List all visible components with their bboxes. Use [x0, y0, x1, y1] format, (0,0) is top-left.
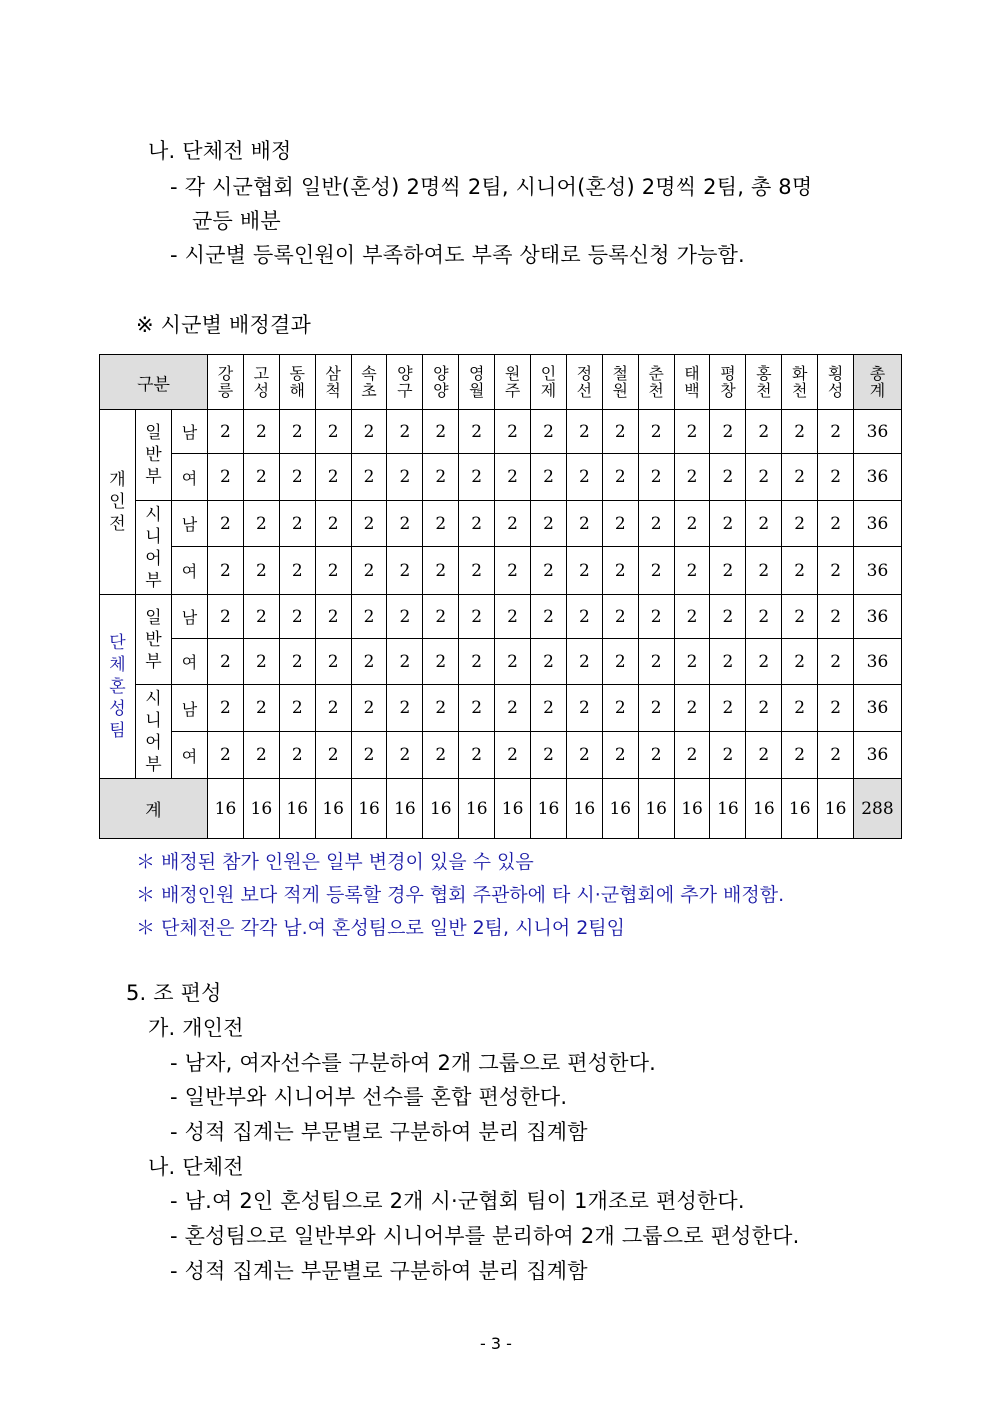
sum-cell: 16 — [746, 779, 782, 839]
city-name: 횡 성 — [827, 364, 844, 400]
value-cell: 2 — [315, 685, 351, 732]
city-name: 화 천 — [791, 364, 808, 400]
section5-ga-item-3: - 성적 집계는 부문별로 구분하여 분리 집계함 — [170, 1120, 588, 1144]
city-header — [495, 355, 531, 410]
value-cell: 2 — [566, 685, 602, 732]
value-cell: 2 — [782, 410, 818, 454]
gender-male: 남 — [172, 410, 208, 454]
sum-cell: 16 — [710, 779, 746, 839]
value-cell: 2 — [710, 595, 746, 639]
group-label: 개인전 — [109, 470, 126, 534]
value-cell: 2 — [315, 639, 351, 685]
value-cell: 2 — [423, 547, 459, 595]
group-team — [100, 595, 136, 779]
division-label: 시니어부 — [145, 688, 162, 775]
city-header — [710, 355, 746, 410]
value-cell: 2 — [782, 501, 818, 547]
value-cell: 2 — [566, 501, 602, 547]
value-cell: 2 — [423, 732, 459, 779]
city-name: 철 원 — [612, 364, 628, 400]
value-cell: 2 — [495, 595, 531, 639]
value-cell: 2 — [710, 547, 746, 595]
value-cell: 2 — [387, 685, 423, 732]
value-cell: 2 — [495, 639, 531, 685]
value-cell: 2 — [818, 410, 854, 454]
value-cell: 2 — [566, 732, 602, 779]
team-allocation-item-1: - 각 시군협회 일반(혼성) 2명씩 2팀, 시니어(혼성) 2명씩 2팀, 총 8명 — [170, 175, 813, 199]
division-general — [136, 410, 172, 501]
sum-cell: 16 — [638, 779, 674, 839]
value-cell: 2 — [459, 454, 495, 501]
value-cell: 2 — [746, 501, 782, 547]
city-name: 양 구 — [397, 364, 413, 400]
value-cell: 2 — [423, 639, 459, 685]
table-row — [100, 501, 902, 547]
value-cell: 2 — [674, 547, 710, 595]
value-cell: 2 — [495, 454, 531, 501]
team-allocation-item-1-cont: 균등 배분 — [192, 209, 281, 233]
value-cell: 2 — [674, 685, 710, 732]
table-row — [100, 732, 902, 779]
city-name: 영 월 — [468, 364, 485, 400]
sum-cell: 16 — [208, 779, 244, 839]
value-cell: 2 — [602, 410, 638, 454]
city-header — [243, 355, 279, 410]
value-cell: 2 — [459, 547, 495, 595]
city-name: 동 해 — [289, 364, 305, 400]
value-cell: 2 — [351, 410, 387, 454]
value-cell: 2 — [351, 732, 387, 779]
city-name: 태 백 — [684, 364, 700, 400]
value-cell: 2 — [602, 547, 638, 595]
section5-ga-item-1: - 남자, 여자선수를 구분하여 2개 그룹으로 편성한다. — [170, 1051, 657, 1075]
value-cell: 2 — [782, 595, 818, 639]
row-total-cell: 36 — [854, 685, 902, 732]
city-header — [602, 355, 638, 410]
value-cell: 2 — [243, 732, 279, 779]
value-cell: 2 — [423, 410, 459, 454]
value-cell: 2 — [243, 685, 279, 732]
allocation-table — [99, 354, 902, 839]
value-cell: 2 — [315, 410, 351, 454]
value-cell: 2 — [746, 454, 782, 501]
value-cell: 2 — [208, 595, 244, 639]
table-row — [100, 547, 902, 595]
gender-male: 남 — [172, 685, 208, 732]
row-total-cell: 36 — [854, 547, 902, 595]
value-cell: 2 — [638, 410, 674, 454]
page-number: - 3 - — [480, 1334, 512, 1353]
city-name: 인 제 — [540, 364, 557, 400]
city-header — [315, 355, 351, 410]
value-cell: 2 — [746, 410, 782, 454]
value-cell: 2 — [459, 685, 495, 732]
value-cell: 2 — [243, 410, 279, 454]
note-1: ＊ 배정된 참가 인원은 일부 변경이 있을 수 있음 — [136, 851, 534, 873]
value-cell: 2 — [495, 685, 531, 732]
value-cell: 2 — [674, 639, 710, 685]
value-cell: 2 — [638, 501, 674, 547]
value-cell: 2 — [710, 639, 746, 685]
value-cell: 2 — [459, 595, 495, 639]
value-cell: 2 — [351, 685, 387, 732]
city-name: 강 릉 — [217, 364, 234, 400]
value-cell: 2 — [566, 639, 602, 685]
value-cell: 2 — [531, 501, 567, 547]
value-cell: 2 — [351, 501, 387, 547]
city-header — [674, 355, 710, 410]
sum-cell: 16 — [674, 779, 710, 839]
sum-cell: 16 — [315, 779, 351, 839]
table-row — [100, 454, 902, 501]
value-cell: 2 — [495, 501, 531, 547]
city-header — [638, 355, 674, 410]
result-title: ※ 시군별 배정결과 — [136, 313, 311, 337]
value-cell: 2 — [208, 547, 244, 595]
value-cell: 2 — [459, 639, 495, 685]
section5-ga-heading: 가. 개인전 — [148, 1016, 244, 1040]
table-row — [100, 639, 902, 685]
value-cell: 2 — [638, 595, 674, 639]
sum-cell: 16 — [243, 779, 279, 839]
value-cell: 2 — [531, 547, 567, 595]
sum-cell: 16 — [566, 779, 602, 839]
sum-label: 계 — [100, 779, 208, 839]
value-cell: 2 — [531, 454, 567, 501]
value-cell: 2 — [674, 595, 710, 639]
value-cell: 2 — [243, 639, 279, 685]
city-header — [746, 355, 782, 410]
value-cell: 2 — [387, 410, 423, 454]
value-cell: 2 — [387, 732, 423, 779]
gender-male: 남 — [172, 595, 208, 639]
value-cell: 2 — [674, 410, 710, 454]
value-cell: 2 — [566, 410, 602, 454]
value-cell: 2 — [818, 595, 854, 639]
division-senior — [136, 685, 172, 779]
value-cell: 2 — [279, 732, 315, 779]
sum-cell: 16 — [531, 779, 567, 839]
value-cell: 2 — [315, 454, 351, 501]
value-cell: 2 — [387, 639, 423, 685]
value-cell: 2 — [638, 547, 674, 595]
value-cell: 2 — [459, 410, 495, 454]
value-cell: 2 — [387, 454, 423, 501]
value-cell: 2 — [710, 732, 746, 779]
value-cell: 2 — [279, 501, 315, 547]
row-total-cell: 36 — [854, 454, 902, 501]
note-2: ＊ 배정인원 보다 적게 등록할 경우 협회 주관하에 타 시·군협회에 추가 배정함. — [136, 884, 785, 906]
sum-cell: 16 — [351, 779, 387, 839]
group-label: 단체혼성팀 — [109, 632, 126, 741]
table-row — [100, 595, 902, 639]
note-3: ＊ 단체전은 각각 남.여 혼성팀으로 일반 2팀, 시니어 2팀임 — [136, 917, 626, 939]
sum-cell: 16 — [782, 779, 818, 839]
row-total-cell: 36 — [854, 410, 902, 454]
value-cell: 2 — [674, 732, 710, 779]
value-cell: 2 — [782, 639, 818, 685]
value-cell: 2 — [710, 410, 746, 454]
value-cell: 2 — [423, 501, 459, 547]
value-cell: 2 — [279, 685, 315, 732]
value-cell: 2 — [495, 732, 531, 779]
city-name: 양 양 — [433, 364, 449, 400]
city-header — [531, 355, 567, 410]
city-name: 원 주 — [504, 364, 521, 400]
value-cell: 2 — [495, 547, 531, 595]
value-cell: 2 — [818, 454, 854, 501]
value-cell: 2 — [279, 547, 315, 595]
sum-cell: 16 — [602, 779, 638, 839]
value-cell: 2 — [602, 639, 638, 685]
value-cell: 2 — [638, 685, 674, 732]
value-cell: 2 — [243, 547, 279, 595]
city-name: 삼 척 — [325, 364, 341, 400]
city-header — [818, 355, 854, 410]
section5-ga-item-2: - 일반부와 시니어부 선수를 혼합 편성한다. — [170, 1085, 568, 1109]
section5-na-heading: 나. 단체전 — [148, 1155, 244, 1179]
value-cell: 2 — [746, 685, 782, 732]
grand-total-cell: 288 — [854, 779, 902, 839]
value-cell: 2 — [746, 639, 782, 685]
value-cell: 2 — [459, 501, 495, 547]
value-cell: 2 — [638, 454, 674, 501]
city-header — [351, 355, 387, 410]
value-cell: 2 — [531, 595, 567, 639]
value-cell: 2 — [243, 595, 279, 639]
city-header — [208, 355, 244, 410]
value-cell: 2 — [818, 685, 854, 732]
value-cell: 2 — [315, 732, 351, 779]
division-label: 일반부 — [145, 423, 162, 487]
value-cell: 2 — [315, 501, 351, 547]
section5-heading: 5. 조 편성 — [126, 981, 222, 1005]
value-cell: 2 — [782, 547, 818, 595]
value-cell: 2 — [638, 732, 674, 779]
sum-cell: 16 — [279, 779, 315, 839]
value-cell: 2 — [243, 501, 279, 547]
value-cell: 2 — [782, 732, 818, 779]
gender-female: 여 — [172, 454, 208, 501]
city-header — [279, 355, 315, 410]
value-cell: 2 — [423, 454, 459, 501]
value-cell: 2 — [279, 595, 315, 639]
value-cell: 2 — [279, 639, 315, 685]
value-cell: 2 — [208, 410, 244, 454]
row-total-cell: 36 — [854, 595, 902, 639]
value-cell: 2 — [208, 501, 244, 547]
division-label: 일반부 — [145, 607, 162, 672]
city-header — [387, 355, 423, 410]
value-cell: 2 — [208, 685, 244, 732]
value-cell: 2 — [746, 547, 782, 595]
section5-na-item-1: - 남.여 2인 혼성팀으로 2개 시·군협회 팀이 1개조로 편성한다. — [170, 1189, 745, 1213]
row-total-cell: 36 — [854, 639, 902, 685]
value-cell: 2 — [387, 595, 423, 639]
sum-cell: 16 — [459, 779, 495, 839]
value-cell: 2 — [818, 639, 854, 685]
gender-female: 여 — [172, 639, 208, 685]
value-cell: 2 — [315, 595, 351, 639]
group-individual — [100, 410, 136, 595]
city-name: 홍 천 — [756, 364, 772, 400]
value-cell: 2 — [566, 547, 602, 595]
value-cell: 2 — [351, 547, 387, 595]
value-cell: 2 — [602, 454, 638, 501]
division-senior — [136, 501, 172, 595]
division-label: 시니어부 — [145, 504, 162, 591]
value-cell: 2 — [208, 639, 244, 685]
total-header — [854, 355, 902, 410]
city-header — [566, 355, 602, 410]
city-name: 속 초 — [361, 364, 377, 400]
value-cell: 2 — [674, 454, 710, 501]
header-label: 구분 — [100, 355, 208, 410]
city-header — [423, 355, 459, 410]
sum-cell: 16 — [423, 779, 459, 839]
value-cell: 2 — [818, 732, 854, 779]
sum-row — [100, 779, 902, 839]
value-cell: 2 — [423, 595, 459, 639]
value-cell: 2 — [279, 410, 315, 454]
value-cell: 2 — [387, 547, 423, 595]
value-cell: 2 — [818, 547, 854, 595]
total-header-label: 총 계 — [869, 364, 886, 400]
value-cell: 2 — [387, 501, 423, 547]
value-cell: 2 — [351, 454, 387, 501]
city-name: 춘 천 — [648, 364, 664, 400]
value-cell: 2 — [208, 732, 244, 779]
value-cell: 2 — [638, 639, 674, 685]
city-name: 고 성 — [253, 364, 270, 400]
value-cell: 2 — [566, 454, 602, 501]
value-cell: 2 — [531, 639, 567, 685]
gender-female: 여 — [172, 547, 208, 595]
value-cell: 2 — [279, 454, 315, 501]
sum-cell: 16 — [387, 779, 423, 839]
gender-male: 남 — [172, 501, 208, 547]
value-cell: 2 — [315, 547, 351, 595]
value-cell: 2 — [566, 595, 602, 639]
section-heading-team-allocation: 나. 단체전 배정 — [148, 139, 292, 163]
table-row — [100, 410, 902, 454]
section5-na-item-2: - 혼성팀으로 일반부와 시니어부를 분리하여 2개 그룹으로 편성한다. — [170, 1224, 800, 1248]
value-cell: 2 — [351, 639, 387, 685]
value-cell: 2 — [818, 501, 854, 547]
value-cell: 2 — [602, 732, 638, 779]
value-cell: 2 — [674, 501, 710, 547]
table-header-row — [100, 355, 902, 410]
value-cell: 2 — [746, 595, 782, 639]
value-cell: 2 — [782, 454, 818, 501]
city-header — [782, 355, 818, 410]
sum-cell: 16 — [495, 779, 531, 839]
sum-cell: 16 — [818, 779, 854, 839]
value-cell: 2 — [602, 501, 638, 547]
row-total-cell: 36 — [854, 732, 902, 779]
division-general — [136, 595, 172, 685]
gender-female: 여 — [172, 732, 208, 779]
value-cell: 2 — [351, 595, 387, 639]
value-cell: 2 — [459, 732, 495, 779]
value-cell: 2 — [495, 410, 531, 454]
section5-na-item-3: - 성적 집계는 부문별로 구분하여 분리 집계함 — [170, 1259, 588, 1283]
team-allocation-item-2: - 시군별 등록인원이 부족하여도 부족 상태로 등록신청 가능함. — [170, 243, 745, 267]
value-cell: 2 — [710, 501, 746, 547]
value-cell: 2 — [531, 410, 567, 454]
city-header — [459, 355, 495, 410]
value-cell: 2 — [602, 685, 638, 732]
value-cell: 2 — [782, 685, 818, 732]
row-total-cell: 36 — [854, 501, 902, 547]
value-cell: 2 — [710, 454, 746, 501]
value-cell: 2 — [602, 595, 638, 639]
value-cell: 2 — [710, 685, 746, 732]
city-name: 평 창 — [720, 364, 736, 400]
value-cell: 2 — [423, 685, 459, 732]
value-cell: 2 — [208, 454, 244, 501]
value-cell: 2 — [746, 732, 782, 779]
city-name: 정 선 — [576, 364, 593, 400]
value-cell: 2 — [243, 454, 279, 501]
value-cell: 2 — [531, 685, 567, 732]
value-cell: 2 — [531, 732, 567, 779]
table-row — [100, 685, 902, 732]
